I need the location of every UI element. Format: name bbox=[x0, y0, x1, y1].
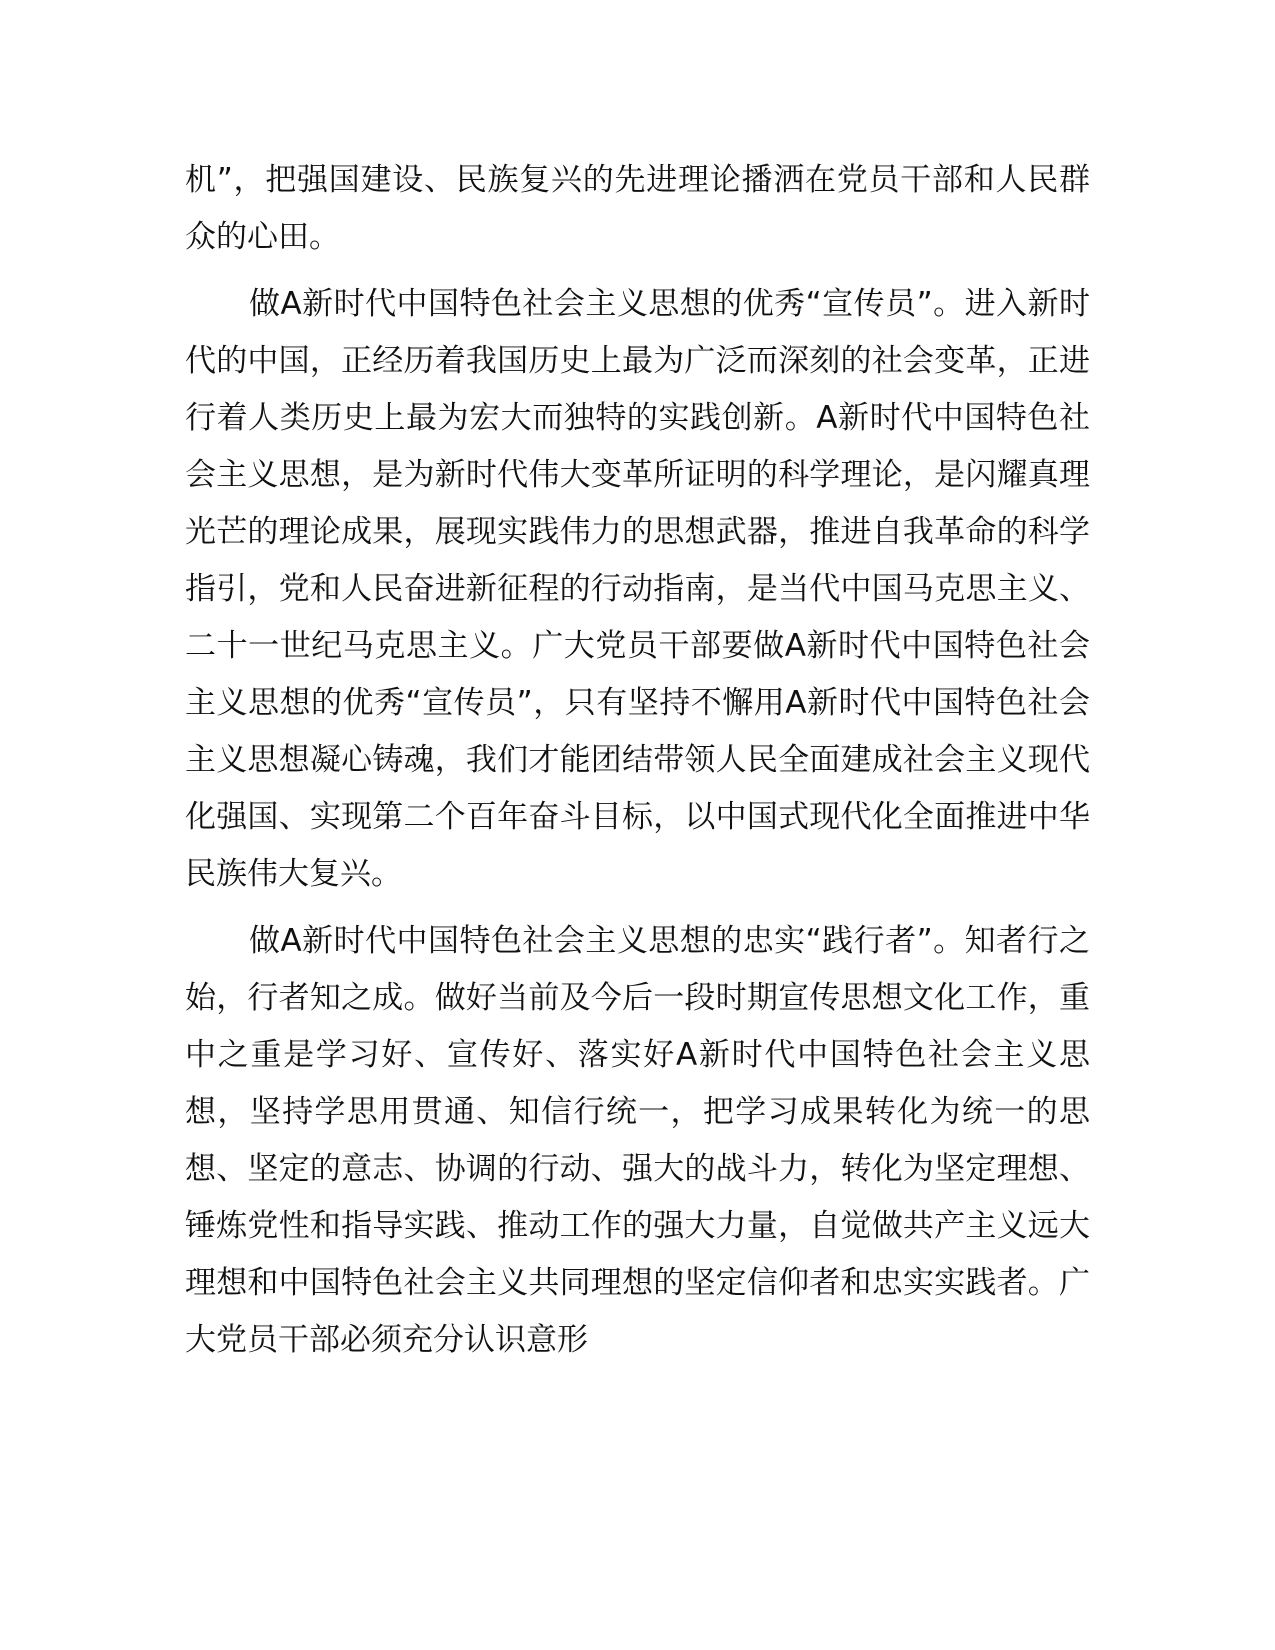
paragraph-propagandist: 做A新时代中国特色社会主义思想的优秀“宣传员”。进入新时代的中国，正经历着我国历史上最为广泛而深刻的社会变革，正进行着人类历史上最为宏大而独特的实践创新。A新时代中国特色社会主义思想，是为新时代伟大变革所证明的科学理论，是闪耀真理光芒的理论成果，展现实践伟力的思想武器，推进自我革命的科学指引，党和人民奋进新征程的行动指南，是当代中国马克思主义、二十一世纪马克思主义。广大党员干部要做A新时代中国特色社会主义思想的优秀“宣传员”，只有坚持不懈用A新时代中国特色社会主义思想凝心铸魂，我们才能团结带领人民全面建成社会主义现代化强国、实现第二个百年奋斗目标，以中国式现代化全面推进中华民族伟大复兴。 bbox=[185, 286, 1090, 892]
paragraph-practitioner: 做A新时代中国特色社会主义思想的忠实“践行者”。知者行之始，行者知之成。做好当前及今后一段时期宣传思想文化工作，重中之重是学习好、宣传好、落实好A新时代中国特色社会主义思想，坚持学思用贯通、知信行统一，把学习成果转化为统一的思想、坚定的意志、协调的行动、强大的战斗力，转化为坚定理想、锤炼党性和指导实践、推动工作的强大力量，自觉做共产主义远大理想和中国特色社会主义共同理想的坚定信仰者和忠实实践者。广大党员干部必须充分认识意形 bbox=[185, 923, 1090, 1358]
body-text bbox=[185, 152, 1090, 1369]
paragraph-continuation: 机”，把强国建设、民族复兴的先进理论播洒在党员干部和人民群众的心田。 bbox=[185, 162, 1090, 255]
